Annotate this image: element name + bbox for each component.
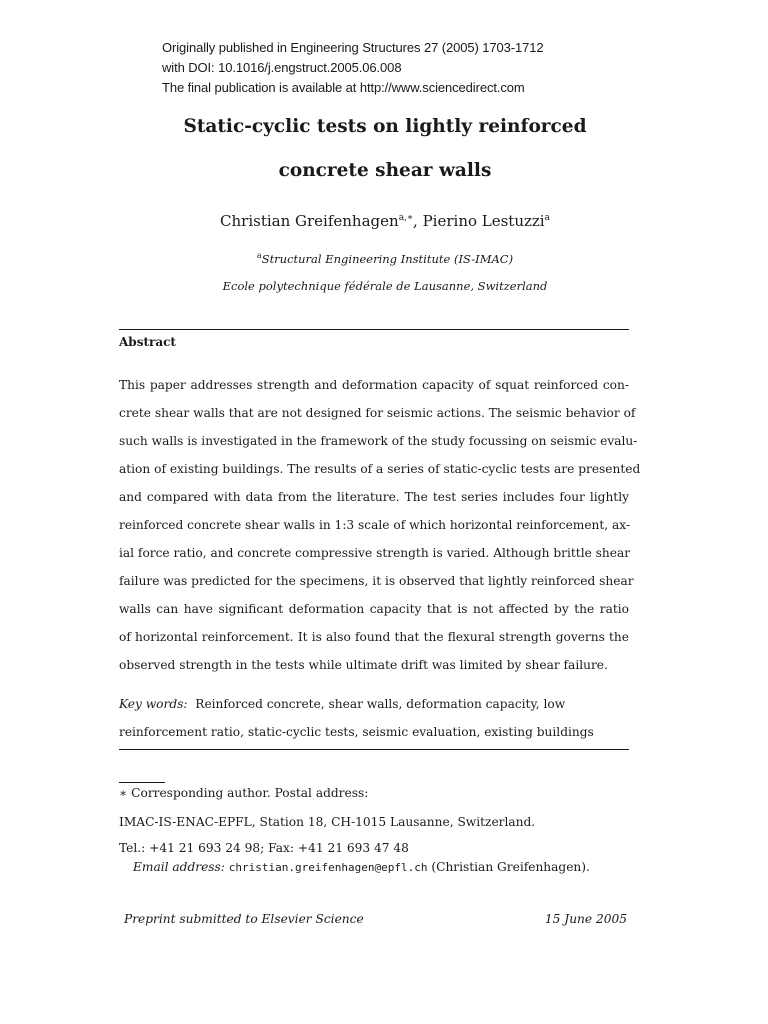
author-list bbox=[100, 207, 670, 232]
abstract-line: such walls is investigated in the framework of the study focussing on seismic evalu- bbox=[119, 434, 638, 448]
abstract-line: ial force ratio, and concrete compressive strength is varied. Although brittle shear bbox=[119, 546, 631, 560]
email-owner: (Christian Greifenhagen). bbox=[431, 860, 590, 874]
author-name: Pierino Lestuzzi bbox=[422, 212, 545, 230]
footnote-address: IMAC-IS-ENAC-EPFL, Station 18, CH-1015 Lausanne, Switzerland. bbox=[119, 815, 536, 829]
publication-note bbox=[162, 38, 632, 98]
keywords-label: Key words: bbox=[119, 697, 188, 711]
footnote-star-mark: ∗ bbox=[119, 786, 128, 800]
abstract-line: reinforced concrete shear walls in 1:3 scale of which horizontal reinforcement, ax- bbox=[119, 518, 631, 532]
footnote-phone: Tel.: +41 21 693 24 98; Fax: +41 21 693 47 48 bbox=[119, 841, 409, 855]
abstract-line: and compared with data from the literature. The test series includes four lightly bbox=[119, 490, 629, 504]
preprint-date: 15 June 2005 bbox=[544, 912, 627, 926]
affiliation-line-1 bbox=[100, 251, 670, 266]
abstract-line: observed strength in the tests while ultimate drift was limited by shear failure. bbox=[119, 658, 608, 672]
paper-title-line-2: concrete shear walls bbox=[278, 160, 492, 181]
paper-title-line-1: Static-cyclic tests on lightly reinforced bbox=[183, 116, 587, 137]
affiliation-line-2: Ecole polytechnique fédérale de Lausanne, Switzerland bbox=[222, 279, 548, 293]
abstract-body bbox=[119, 371, 641, 679]
affiliation-institute: Structural Engineering Institute (IS-IMAC) bbox=[261, 252, 514, 266]
abstract-heading: Abstract bbox=[119, 335, 176, 349]
abstract-line: crete shear walls that are not designed for seismic actions. The seismic behavior of bbox=[119, 406, 636, 420]
abstract-line: failure was predicted for the specimens, it is observed that lightly reinforced shear bbox=[119, 574, 634, 588]
author-affiliation-mark: a,∗ bbox=[398, 213, 414, 223]
publication-note-line: Originally published in Engineering Structures 27 (2005) 1703-1712 bbox=[162, 40, 544, 55]
publication-note-doi: with DOI: 10.1016/j.engstruct.2005.06.008 bbox=[162, 60, 402, 75]
email-address[interactable]: christian.greifenhagen@epfl.ch bbox=[228, 861, 428, 874]
preprint-note: Preprint submitted to Elsevier Science bbox=[124, 912, 364, 926]
footnote-corresponding bbox=[119, 786, 368, 800]
footnote-email-line bbox=[133, 860, 590, 874]
keywords bbox=[119, 690, 629, 746]
footnote-rule bbox=[119, 782, 165, 783]
abstract-line: ation of existing buildings. The results of a series of static-cyclic tests are presented bbox=[119, 462, 641, 476]
keywords-line-1: Reinforced concrete, shear walls, deformation capacity, low bbox=[195, 697, 566, 711]
abstract-top-rule bbox=[119, 329, 629, 330]
author-affiliation-mark: a bbox=[544, 213, 550, 223]
abstract-line: This paper addresses strength and deformation capacity of squat reinforced con- bbox=[119, 378, 629, 392]
keywords-bottom-rule bbox=[119, 749, 629, 750]
author-separator: , bbox=[413, 212, 423, 230]
publication-note-url: The final publication is available at http://www.sciencedirect.com bbox=[162, 80, 525, 95]
email-label: Email address: bbox=[133, 860, 225, 874]
affiliation-mark: a bbox=[256, 251, 262, 260]
keywords-line-2: reinforcement ratio, static-cyclic tests, seismic evaluation, existing buildings bbox=[119, 725, 594, 739]
author-name: Christian Greifenhagen bbox=[220, 212, 399, 230]
footnote-corresponding-text: Corresponding author. Postal address: bbox=[131, 786, 369, 800]
abstract-line: walls can have significant deformation capacity that is not affected by the ratio bbox=[119, 602, 629, 616]
abstract-line: of horizontal reinforcement. It is also found that the flexural strength governs the bbox=[119, 630, 629, 644]
